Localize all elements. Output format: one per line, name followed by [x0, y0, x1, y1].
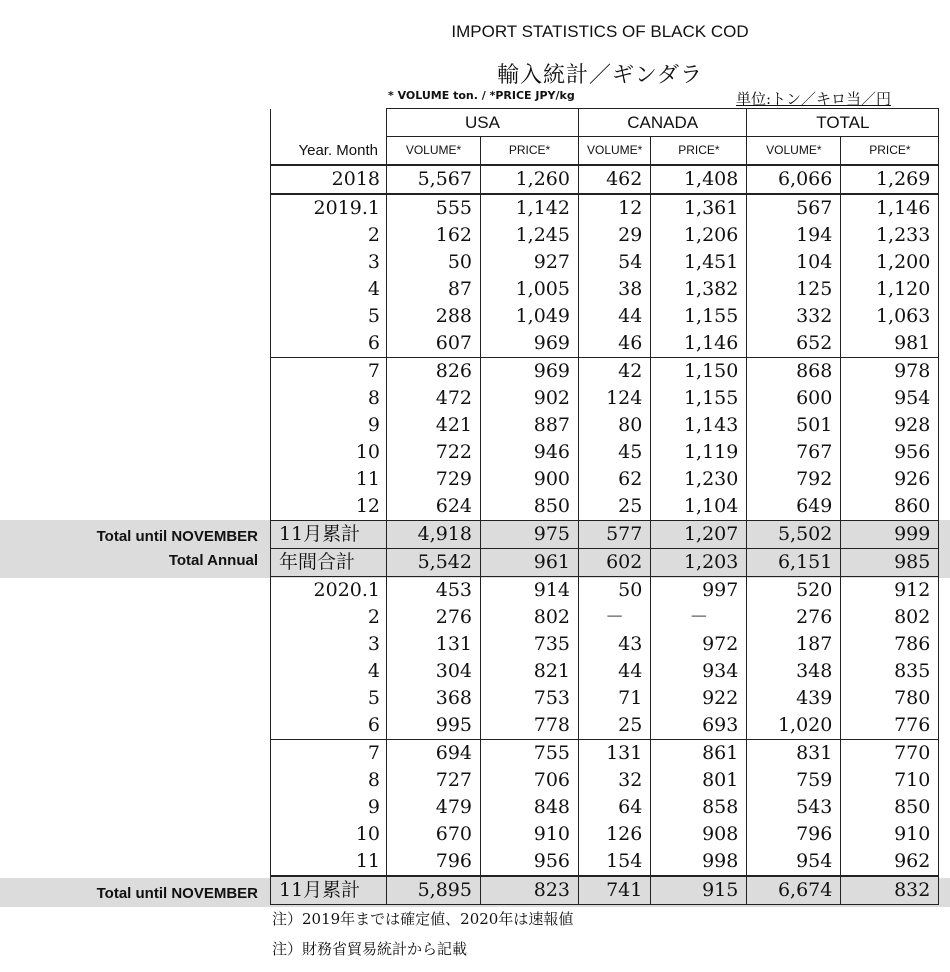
cell-canada-price: 998 [651, 848, 747, 876]
cell-usa-price: 802 [481, 604, 579, 631]
cell-usa-volume: 555 [387, 194, 481, 222]
cell-canada-price: 1,451 [651, 249, 747, 276]
cell-canada-volume: 43 [579, 631, 651, 658]
table-row [271, 222, 939, 249]
row-label: 10 [271, 439, 387, 466]
cell-total-volume: 520 [747, 577, 841, 605]
cell-total-volume: 348 [747, 658, 841, 685]
cell-usa-price: 755 [481, 740, 579, 768]
cell-total-price: 928 [841, 412, 939, 439]
cell-total-volume: 6,066 [747, 165, 841, 194]
cell-total-price: 962 [841, 848, 939, 876]
cell-canada-price: 801 [651, 767, 747, 794]
header-total-price: PRICE* [841, 137, 939, 166]
cell-total-volume: 652 [747, 330, 841, 358]
cell-canada-price: 997 [651, 577, 747, 605]
cell-canada-price: 1,104 [651, 493, 747, 521]
cell-canada-price: 972 [651, 631, 747, 658]
row-label: 11 [271, 848, 387, 876]
cell-canada-price: 1,408 [651, 165, 747, 194]
cell-canada-price: 1,155 [651, 385, 747, 412]
cell-canada-volume: 64 [579, 794, 651, 821]
cell-total-price: 776 [841, 712, 939, 740]
cell-canada-volume: 12 [579, 194, 651, 222]
cell-usa-price: 823 [481, 876, 579, 905]
cell-canada-price: 1,207 [651, 521, 747, 549]
cell-canada-volume: 602 [579, 549, 651, 577]
row-label: 7 [271, 740, 387, 768]
cell-usa-volume: 131 [387, 631, 481, 658]
cell-total-volume: 5,502 [747, 521, 841, 549]
unit-note-japanese: 単位:トン／キロ当／円 [736, 90, 892, 108]
cell-usa-price: 914 [481, 577, 579, 605]
row-label: 11 [271, 466, 387, 493]
cell-total-volume: 792 [747, 466, 841, 493]
cell-usa-volume: 826 [387, 358, 481, 386]
cell-usa-price: 961 [481, 549, 579, 577]
table-row [271, 631, 939, 658]
cell-canada-volume: 50 [579, 577, 651, 605]
row-label: 2018 [271, 165, 387, 194]
cell-canada-price: 908 [651, 821, 747, 848]
cell-usa-volume: 694 [387, 740, 481, 768]
cell-canada-price: 922 [651, 685, 747, 712]
cell-usa-volume: 796 [387, 848, 481, 876]
cell-total-volume: 543 [747, 794, 841, 821]
table-row [271, 821, 939, 848]
cell-total-price: 802 [841, 604, 939, 631]
cell-total-price: 1,200 [841, 249, 939, 276]
cell-total-price: 910 [841, 821, 939, 848]
cell-usa-volume: 368 [387, 685, 481, 712]
cell-usa-volume: 729 [387, 466, 481, 493]
table-row [271, 876, 939, 905]
cell-usa-price: 1,049 [481, 303, 579, 330]
cell-usa-price: 706 [481, 767, 579, 794]
cell-usa-volume: 5,895 [387, 876, 481, 905]
cell-canada-price: 934 [651, 658, 747, 685]
cell-usa-volume: 87 [387, 276, 481, 303]
row-label: 11月累計 [271, 521, 387, 549]
header-total: TOTAL [747, 109, 939, 137]
cell-total-volume: 276 [747, 604, 841, 631]
cell-canada-price: 915 [651, 876, 747, 905]
cell-total-volume: 104 [747, 249, 841, 276]
header-year-month: Year. Month [271, 137, 387, 166]
header-canada: CANADA [579, 109, 747, 137]
cell-total-volume: 767 [747, 439, 841, 466]
cell-usa-volume: 453 [387, 577, 481, 605]
cell-usa-volume: 50 [387, 249, 481, 276]
cell-usa-price: 927 [481, 249, 579, 276]
cell-total-price: 1,146 [841, 194, 939, 222]
cell-canada-price: 1,382 [651, 276, 747, 303]
cell-usa-price: 735 [481, 631, 579, 658]
cell-usa-volume: 276 [387, 604, 481, 631]
table-row [271, 767, 939, 794]
cell-usa-price: 910 [481, 821, 579, 848]
cell-canada-price: 861 [651, 740, 747, 768]
cell-usa-price: 902 [481, 385, 579, 412]
header-usa-volume: VOLUME* [387, 137, 481, 166]
cell-total-price: 1,269 [841, 165, 939, 194]
cell-total-price: 985 [841, 549, 939, 577]
cell-total-price: 835 [841, 658, 939, 685]
cell-total-price: 912 [841, 577, 939, 605]
row-label: 10 [271, 821, 387, 848]
row-label: 8 [271, 385, 387, 412]
cell-canada-volume: 32 [579, 767, 651, 794]
row-label: 8 [271, 767, 387, 794]
row-label: 5 [271, 685, 387, 712]
cell-canada-volume: 29 [579, 222, 651, 249]
cell-usa-volume: 624 [387, 493, 481, 521]
cell-total-volume: 649 [747, 493, 841, 521]
cell-usa-price: 1,005 [481, 276, 579, 303]
cell-canada-volume: 154 [579, 848, 651, 876]
row-label: 9 [271, 412, 387, 439]
row-label: 2019.1 [271, 194, 387, 222]
cell-canada-price: 693 [651, 712, 747, 740]
cell-canada-volume: 126 [579, 821, 651, 848]
side-label-total-until-november-2019: Total until NOVEMBER [96, 528, 258, 545]
table-row [271, 712, 939, 740]
cell-usa-price: 1,142 [481, 194, 579, 222]
cell-usa-price: 848 [481, 794, 579, 821]
cell-total-volume: 954 [747, 848, 841, 876]
table-row [271, 358, 939, 386]
row-label: 2 [271, 604, 387, 631]
cell-total-volume: 187 [747, 631, 841, 658]
cell-total-volume: 6,151 [747, 549, 841, 577]
table-row [271, 303, 939, 330]
header-canada-volume: VOLUME* [579, 137, 651, 166]
row-label: 7 [271, 358, 387, 386]
cell-canada-volume: 44 [579, 303, 651, 330]
cell-canada-price: 1,150 [651, 358, 747, 386]
table-row [271, 549, 939, 577]
header-total-volume: VOLUME* [747, 137, 841, 166]
cell-usa-volume: 722 [387, 439, 481, 466]
cell-usa-price: 946 [481, 439, 579, 466]
cell-total-price: 999 [841, 521, 939, 549]
cell-usa-price: 753 [481, 685, 579, 712]
cell-canada-volume: 80 [579, 412, 651, 439]
cell-total-price: 954 [841, 385, 939, 412]
table-row [271, 439, 939, 466]
cell-usa-volume: 288 [387, 303, 481, 330]
cell-usa-volume: 479 [387, 794, 481, 821]
cell-canada-volume: 45 [579, 439, 651, 466]
cell-usa-price: 821 [481, 658, 579, 685]
cell-total-volume: 600 [747, 385, 841, 412]
cell-canada-volume: 124 [579, 385, 651, 412]
cell-canada-price: 1,206 [651, 222, 747, 249]
row-label: 11月累計 [271, 876, 387, 905]
table-row [271, 194, 939, 222]
header-canada-price: PRICE* [651, 137, 747, 166]
cell-canada-price: 1,230 [651, 466, 747, 493]
cell-usa-volume: 472 [387, 385, 481, 412]
cell-canada-price: 858 [651, 794, 747, 821]
cell-usa-volume: 421 [387, 412, 481, 439]
cell-canada-volume: 741 [579, 876, 651, 905]
table-body [271, 165, 939, 905]
cell-total-volume: 831 [747, 740, 841, 768]
row-label: 4 [271, 276, 387, 303]
cell-canada-volume: 42 [579, 358, 651, 386]
cell-usa-volume: 4,918 [387, 521, 481, 549]
cell-usa-price: 778 [481, 712, 579, 740]
cell-total-price: 860 [841, 493, 939, 521]
side-label-total-until-november-2020: Total until NOVEMBER [96, 885, 258, 902]
table-row [271, 794, 939, 821]
cell-total-volume: 439 [747, 685, 841, 712]
table-row [271, 740, 939, 768]
cell-usa-price: 975 [481, 521, 579, 549]
header-usa: USA [387, 109, 579, 137]
row-label: 6 [271, 330, 387, 358]
row-label: 4 [271, 658, 387, 685]
cell-usa-volume: 5,567 [387, 165, 481, 194]
cell-usa-price: 956 [481, 848, 579, 876]
cell-total-volume: 501 [747, 412, 841, 439]
cell-usa-price: 1,260 [481, 165, 579, 194]
cell-usa-price: 969 [481, 330, 579, 358]
row-label: 年間合計 [271, 549, 387, 577]
cell-canada-price: 1,203 [651, 549, 747, 577]
cell-usa-volume: 995 [387, 712, 481, 740]
cell-total-price: 981 [841, 330, 939, 358]
table-row [271, 276, 939, 303]
note-source: 注）財務省貿易統計から記載 [272, 940, 468, 958]
cell-total-price: 926 [841, 466, 939, 493]
row-label: 3 [271, 249, 387, 276]
table-row [271, 249, 939, 276]
cell-canada-price: － [651, 604, 747, 631]
cell-canada-volume: 54 [579, 249, 651, 276]
cell-total-price: 786 [841, 631, 939, 658]
cell-usa-volume: 607 [387, 330, 481, 358]
page-title: IMPORT STATISTICS OF BLACK COD [451, 22, 749, 41]
cell-canada-volume: 25 [579, 712, 651, 740]
cell-total-price: 978 [841, 358, 939, 386]
table-row [271, 493, 939, 521]
cell-canada-volume: 131 [579, 740, 651, 768]
note-provisional: 注）2019年までは確定値、2020年は速報値 [272, 910, 574, 928]
cell-total-price: 1,063 [841, 303, 939, 330]
table-row [271, 466, 939, 493]
cell-canada-price: 1,143 [651, 412, 747, 439]
cell-canada-price: 1,361 [651, 194, 747, 222]
header-usa-price: PRICE* [481, 137, 579, 166]
cell-total-volume: 868 [747, 358, 841, 386]
cell-total-volume: 125 [747, 276, 841, 303]
cell-total-volume: 6,674 [747, 876, 841, 905]
cell-total-price: 956 [841, 439, 939, 466]
row-label: 2 [271, 222, 387, 249]
row-label: 9 [271, 794, 387, 821]
side-label-total-annual-2019: Total Annual [168, 552, 258, 569]
row-label: 6 [271, 712, 387, 740]
cell-canada-volume: 44 [579, 658, 651, 685]
table-row [271, 330, 939, 358]
table-row [271, 385, 939, 412]
cell-canada-volume: 462 [579, 165, 651, 194]
cell-usa-price: 887 [481, 412, 579, 439]
cell-total-volume: 759 [747, 767, 841, 794]
row-label: 5 [271, 303, 387, 330]
cell-total-price: 850 [841, 794, 939, 821]
row-label: 2020.1 [271, 577, 387, 605]
cell-total-price: 832 [841, 876, 939, 905]
unit-note: * VOLUME ton. / *PRICE JPY/kg [388, 89, 575, 102]
cell-total-price: 780 [841, 685, 939, 712]
table-row [271, 658, 939, 685]
cell-usa-price: 850 [481, 493, 579, 521]
cell-total-price: 1,233 [841, 222, 939, 249]
import-statistics-table [270, 108, 939, 905]
table-row [271, 848, 939, 876]
cell-canada-price: 1,155 [651, 303, 747, 330]
cell-canada-price: 1,119 [651, 439, 747, 466]
cell-usa-price: 969 [481, 358, 579, 386]
cell-canada-volume: 577 [579, 521, 651, 549]
table-row [271, 165, 939, 194]
table-row [271, 604, 939, 631]
cell-usa-price: 900 [481, 466, 579, 493]
table-row [271, 412, 939, 439]
row-label: 3 [271, 631, 387, 658]
cell-total-volume: 1,020 [747, 712, 841, 740]
cell-total-volume: 194 [747, 222, 841, 249]
table-row [271, 521, 939, 549]
cell-total-volume: 567 [747, 194, 841, 222]
row-label: 12 [271, 493, 387, 521]
table-row [271, 685, 939, 712]
cell-total-price: 710 [841, 767, 939, 794]
cell-usa-volume: 670 [387, 821, 481, 848]
cell-canada-volume: 62 [579, 466, 651, 493]
cell-canada-price: 1,146 [651, 330, 747, 358]
cell-usa-volume: 5,542 [387, 549, 481, 577]
cell-total-price: 1,120 [841, 276, 939, 303]
cell-usa-price: 1,245 [481, 222, 579, 249]
table-row [271, 577, 939, 605]
japanese-title: 輸入統計／ギンダラ [497, 63, 703, 88]
cell-canada-volume: 38 [579, 276, 651, 303]
cell-total-volume: 332 [747, 303, 841, 330]
cell-total-volume: 796 [747, 821, 841, 848]
cell-total-price: 770 [841, 740, 939, 768]
cell-canada-volume: 25 [579, 493, 651, 521]
cell-canada-volume: 71 [579, 685, 651, 712]
cell-usa-volume: 727 [387, 767, 481, 794]
cell-usa-volume: 162 [387, 222, 481, 249]
cell-usa-volume: 304 [387, 658, 481, 685]
cell-canada-volume: － [579, 604, 651, 631]
cell-canada-volume: 46 [579, 330, 651, 358]
